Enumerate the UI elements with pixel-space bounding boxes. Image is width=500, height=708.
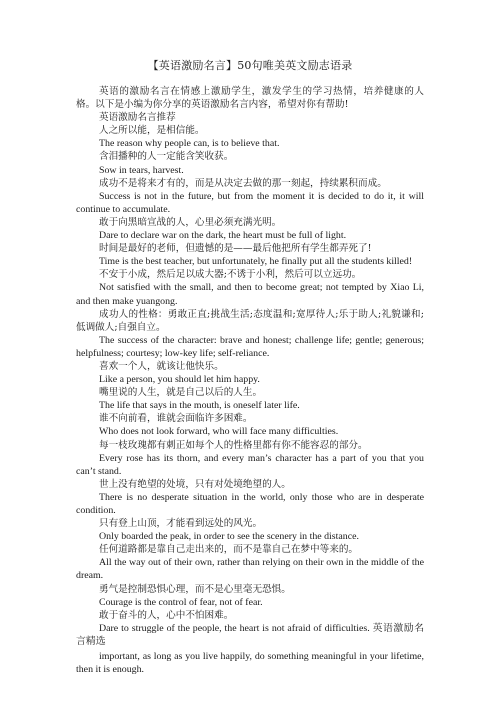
chinese-paragraph: 任何道路都是靠自己走出来的，而不是靠自己在梦中等来的。 xyxy=(99,544,359,556)
chinese-paragraph: 不安于小成，然后足以成大器;不诱于小利，然后可以立远功。 xyxy=(99,269,362,281)
english-paragraph: Success is not in the future, but from the moment it is decided to do it, it will continue to accumulate. xyxy=(76,190,424,215)
chinese-paragraph: 敢于向黑暗宣战的人，心里必须充满光明。 xyxy=(99,216,282,228)
english-paragraph: There is no desperate situation in the world, only those who are in desperate condition. xyxy=(76,491,424,516)
chinese-paragraph: 含泪播种的人一定能含笑收获。 xyxy=(99,151,234,163)
chinese-paragraph: 成功人的性格：勇敢正直;挑战生活;态度温和;宽厚待人;乐于助人;礼貌谦和;低调做人;自强自立。 xyxy=(76,308,424,333)
english-paragraph: Every rose has its thorn, and every man’s character has a part of you that you can’t stand. xyxy=(76,452,424,477)
document-body xyxy=(76,85,424,676)
english-paragraph: The success of the character: brave and honest; challenge life; gentle; generous; helpfulness; courtesy; low-key life; self-reliance. xyxy=(76,334,424,359)
english-paragraph: The reason why people can, is to believe that. xyxy=(99,138,280,150)
english-paragraph: All the way out of their own, rather than relying on their own in the middle of the dream. xyxy=(76,557,424,582)
chinese-paragraph: 英语的激励名言在情感上激励学生，激发学生的学习热情，培养健康的人格。以下是小编为你分享的英语激励名言内容，希望对你有帮助! xyxy=(76,86,424,111)
chinese-paragraph: 勇气是控制恐惧心理，而不是心里毫无恐惧。 xyxy=(99,583,291,595)
chinese-paragraph: 世上没有绝望的处境，只有对处境绝望的人。 xyxy=(99,478,291,490)
chinese-paragraph: 时间是最好的老师，但遗憾的是——最后他把所有学生都弄死了! xyxy=(99,243,372,255)
chinese-paragraph: 人之所以能，是相信能。 xyxy=(99,125,205,137)
english-paragraph: Time is the best teacher, but unfortunately, he finally put all the students killed! xyxy=(99,256,413,268)
document-title: 【英语激励名言】50句唯美英文励志语录 xyxy=(147,59,353,72)
chinese-paragraph: 喜欢一个人，就该让他快乐。 xyxy=(99,360,224,372)
chinese-paragraph: 谁不向前看，谁就会面临许多困难。 xyxy=(99,413,253,425)
english-paragraph: Only boarded the peak, in order to see the scenery in the distance. xyxy=(99,531,359,543)
english-paragraph: important, as long as you live happily, do something meaningful in your lifetime, then it is enough. xyxy=(76,651,424,676)
english-paragraph: Sow in tears, harvest. xyxy=(99,164,184,176)
chinese-paragraph: 英语激励名言推荐 xyxy=(99,112,176,124)
chinese-paragraph: 每一枝玫瑰都有刺正如每个人的性格里都有你不能容忍的部分。 xyxy=(99,439,368,451)
english-paragraph: Who does not look forward, who will face many difficulties. xyxy=(99,426,339,438)
chinese-paragraph: 成功不是将来才有的，而是从决定去做的那一刻起，持续累积而成。 xyxy=(99,177,387,189)
english-paragraph: Courage is the control of fear, not of fear. xyxy=(99,596,263,608)
english-paragraph: The life that says in the mouth, is oneself later life. xyxy=(99,400,300,412)
english-paragraph: Dare to struggle of the people, the heart is not afraid of difficulties. 英语激励名言精选 xyxy=(76,622,424,647)
chinese-paragraph: 嘴里说的人生，就是自己以后的人生。 xyxy=(99,387,263,399)
english-paragraph: Not satisfied with the small, and then to become great; not tempted by Xiao Li, and then make yuangong. xyxy=(76,282,424,307)
chinese-paragraph: 只有登上山顶，才能看到远处的风光。 xyxy=(99,518,263,530)
chinese-paragraph: 敢于奋斗的人，心中不怕困难。 xyxy=(99,609,234,621)
english-paragraph: Dare to declare war on the dark, the heart must be full of light. xyxy=(99,230,347,242)
english-paragraph: Like a person, you should let him happy. xyxy=(99,374,260,386)
